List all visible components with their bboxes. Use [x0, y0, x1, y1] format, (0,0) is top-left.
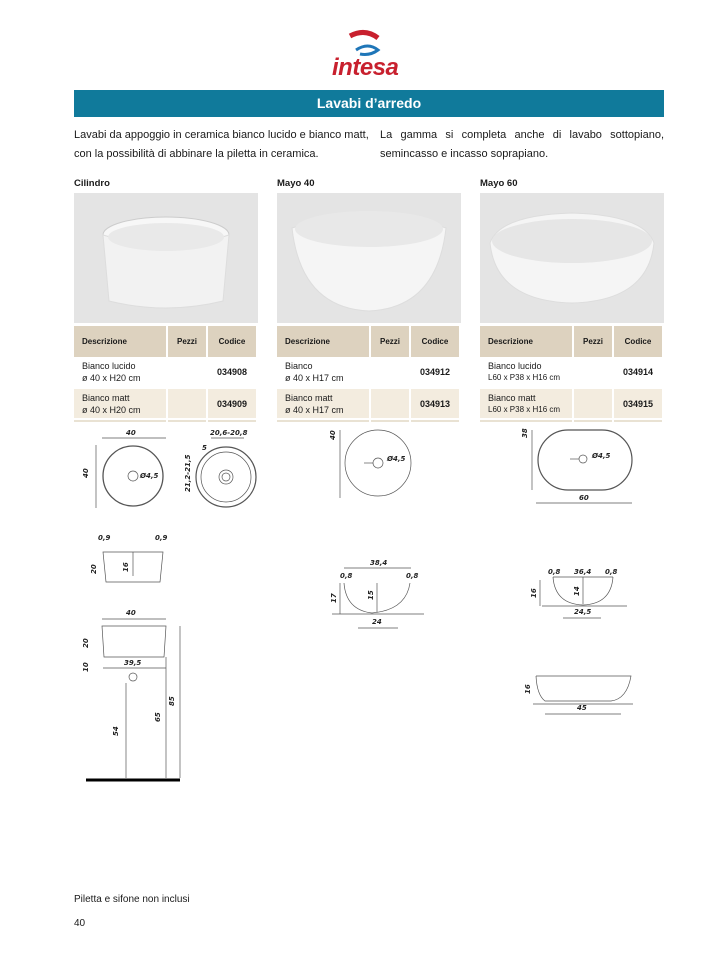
col-codice: Codice: [410, 326, 460, 357]
dimension-label: 16: [122, 562, 130, 572]
row-desc: Bianco matt: [285, 392, 333, 403]
product-photo: [74, 193, 258, 323]
row-dims: ø 40 x H17 cm: [285, 373, 344, 383]
brand-logo: [320, 28, 410, 83]
table-row: [277, 388, 460, 419]
brand-name: intesa: [332, 54, 399, 81]
col-pezzi: Pezzi: [370, 326, 410, 357]
dimension-label: 36,4: [574, 568, 592, 576]
dimension-label: 0,9: [155, 534, 168, 542]
product-photo: [480, 193, 664, 323]
row-code: 034914: [613, 357, 663, 388]
table-row: [480, 388, 663, 419]
dimension-label: Ø4,5: [140, 472, 159, 480]
product-table: [480, 326, 664, 424]
row-code: 034908: [207, 357, 257, 388]
dimension-label: 40: [126, 429, 136, 437]
row-dims: ø 40 x H20 cm: [82, 373, 141, 383]
dimension-label: Ø4,5: [387, 455, 406, 463]
col-pezzi: Pezzi: [573, 326, 613, 357]
dimension-label: 60: [579, 494, 589, 502]
technical-drawing-mayo-40: [320, 420, 460, 640]
intro-right: La gamma si completa anche di lavabo sottopiano, semincasso e incasso soprapiano.: [380, 129, 664, 160]
row-pieces: [573, 388, 613, 419]
dimension-label: 20: [90, 564, 98, 574]
dimension-label: 38: [521, 428, 529, 438]
dimension-label: 0,8: [548, 568, 561, 576]
page-number: 40: [74, 918, 86, 929]
dimension-label: 38,4: [370, 559, 388, 567]
dimension-label: 40: [329, 430, 337, 440]
dimension-label: 17: [330, 593, 338, 603]
row-pieces: [370, 388, 410, 419]
row-dims: L60 x P38 x H16 cm: [488, 404, 561, 414]
dimension-label: 0,8: [605, 568, 618, 576]
row-pieces: [167, 357, 207, 388]
product-table: [277, 326, 461, 424]
table-row: [480, 357, 663, 388]
col-pezzi: Pezzi: [167, 326, 207, 357]
row-desc: Bianco matt: [82, 392, 130, 403]
row-dims: ø 40 x H17 cm: [285, 404, 344, 415]
dimension-label: 40: [82, 468, 90, 478]
table-row: [74, 388, 257, 419]
dimension-label: 10: [82, 662, 90, 672]
dimension-label: 14: [573, 586, 581, 596]
table-row: [74, 357, 257, 388]
dimension-label: 20: [82, 638, 90, 648]
dimension-label: 24: [372, 618, 382, 626]
row-code: 034912: [410, 357, 460, 388]
product-photo: [277, 193, 461, 323]
row-pieces: [370, 357, 410, 388]
row-desc: Bianco lucido: [82, 361, 136, 371]
technical-drawing-cilindro: [74, 420, 274, 800]
dimension-label: 24,5: [574, 608, 592, 616]
dimension-label: 16: [530, 588, 538, 598]
dimension-label: 0,8: [406, 572, 419, 580]
table-row: [277, 357, 460, 388]
dimension-label: 5: [202, 444, 207, 452]
col-descrizione: Descrizione: [277, 326, 370, 357]
col-descrizione: Descrizione: [74, 326, 167, 357]
row-pieces: [573, 357, 613, 388]
row-desc: Bianco: [285, 361, 313, 371]
row-dims: ø 40 x H20 cm: [82, 404, 141, 415]
dimension-label: 16: [524, 684, 532, 694]
row-desc: Bianco lucido: [488, 361, 542, 371]
col-codice: Codice: [613, 326, 663, 357]
row-dims: L60 x P38 x H16 cm: [488, 373, 561, 382]
dimension-label: 0,8: [340, 572, 353, 580]
dimension-label: 0,9: [98, 534, 111, 542]
dimension-label: 21,2-21,5: [184, 454, 192, 492]
col-descrizione: Descrizione: [480, 326, 573, 357]
dimension-label: Ø4,5: [592, 452, 611, 460]
product-table: [74, 326, 258, 424]
dimension-label: 40: [126, 609, 136, 617]
row-code: 034913: [410, 388, 460, 419]
technical-drawing-mayo-60: [515, 420, 655, 720]
product-title: Mayo 40: [277, 178, 315, 189]
col-codice: Codice: [207, 326, 257, 357]
row-code: 034909: [207, 388, 257, 419]
section-banner: Lavabi d’arredo: [74, 90, 664, 117]
row-code: 034915: [613, 388, 663, 419]
dimension-label: 54: [112, 726, 120, 736]
row-desc: Bianco matt: [488, 392, 536, 403]
product-title: Mayo 60: [480, 178, 518, 189]
footer-note: Piletta e sifone non inclusi: [74, 894, 190, 905]
dimension-label: 85: [168, 696, 176, 706]
dimension-label: 45: [577, 704, 587, 712]
row-pieces: [167, 388, 207, 419]
dimension-label: 20,6-20,8: [210, 429, 248, 437]
intro-left: Lavabi da appoggio in ceramica bianco lucido e bianco matt, con la possibilità di abbinare la piletta in ceramica.: [74, 129, 369, 160]
product-title: Cilindro: [74, 178, 110, 189]
dimension-label: 39,5: [124, 659, 142, 667]
dimension-label: 65: [154, 712, 162, 722]
dimension-label: 15: [367, 590, 375, 600]
